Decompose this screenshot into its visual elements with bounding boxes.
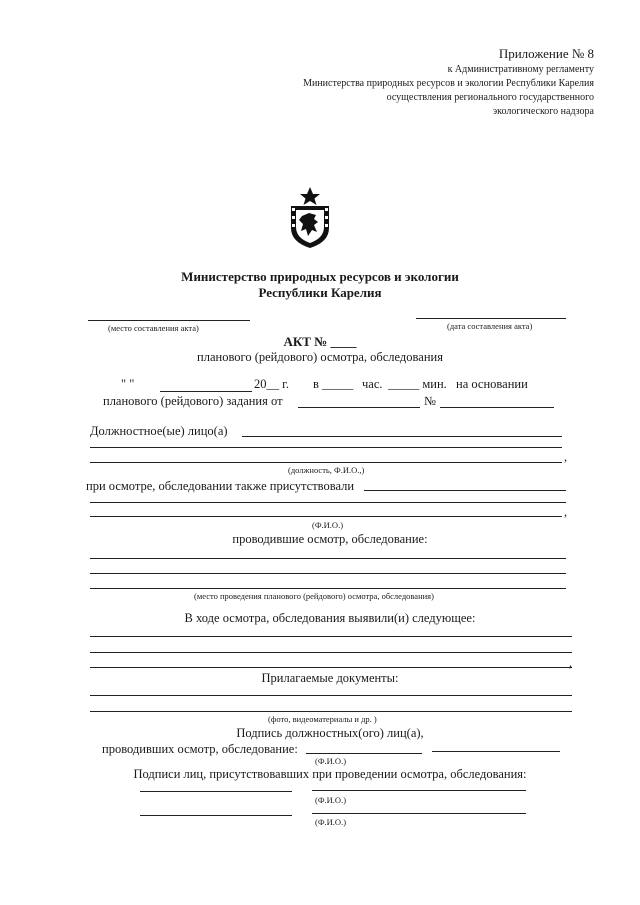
date-min: _____ мин. bbox=[388, 377, 447, 391]
findings-label: В ходе осмотра, обследования выявили(и) следующее: bbox=[184, 611, 476, 625]
findings-comma: , bbox=[569, 656, 573, 670]
documents-label: Прилагаемые документы: bbox=[261, 671, 399, 685]
date-month-line bbox=[160, 391, 252, 392]
header-line-2: Министерства природных ресурсов и экологии Республики Карелия bbox=[303, 78, 594, 89]
officials-line-1 bbox=[242, 436, 562, 437]
header-line-4: экологического надзора bbox=[492, 106, 594, 117]
present-caption: (Ф.И.О.) bbox=[312, 520, 344, 530]
attendees-label: Подписи лиц, присутствовавших при проведении осмотра, обследования: bbox=[133, 767, 527, 781]
conducted-line-1 bbox=[90, 558, 566, 559]
attendees-sign-line-2 bbox=[140, 815, 292, 816]
conducted-line-2 bbox=[90, 573, 566, 574]
findings-line-2 bbox=[90, 652, 572, 653]
conducted-label: проводившие осмотр, обследование: bbox=[232, 532, 428, 546]
conducted-line-3 bbox=[90, 588, 566, 589]
task-number-line bbox=[440, 407, 554, 408]
header-line-3: осуществления регионального государственного bbox=[386, 92, 594, 103]
findings-line-3 bbox=[90, 667, 572, 668]
ministry-name-line-2: Республики Карелия bbox=[258, 285, 382, 300]
officials-caption: (должность, Ф.И.О.,) bbox=[288, 465, 365, 475]
place-line bbox=[88, 320, 250, 321]
officials-comma: , bbox=[564, 450, 568, 464]
attendees-sign-line-1 bbox=[140, 791, 292, 792]
attendees-caption-2: (Ф.И.О.) bbox=[315, 817, 347, 827]
officials-line-3 bbox=[90, 462, 562, 463]
place-caption: (место составления акта) bbox=[108, 323, 199, 333]
date-quote: " " bbox=[121, 377, 135, 391]
karelia-coat-of-arms-icon bbox=[287, 186, 333, 250]
conducted-caption: (место проведения планового (рейдового) осмотра, обследования) bbox=[194, 591, 434, 601]
present-line-3 bbox=[90, 516, 562, 517]
ministry-name-line-1: Министерство природных ресурсов и экологии bbox=[181, 269, 459, 284]
signature-line-a bbox=[306, 753, 422, 754]
header-line-1: к Административному регламенту bbox=[447, 64, 594, 75]
officials-line-2 bbox=[90, 447, 562, 448]
signature-line-b bbox=[432, 751, 560, 752]
present-line-1 bbox=[364, 490, 566, 491]
date-line bbox=[416, 318, 566, 319]
signature-line-1: Подпись должностных(ого) лиц(а), bbox=[236, 726, 424, 740]
task-number-label: № bbox=[424, 394, 436, 408]
appendix-title: Приложение № 8 bbox=[498, 46, 594, 61]
task-text: планового (рейдового) задания от bbox=[103, 394, 283, 408]
signature-caption: (Ф.И.О.) bbox=[315, 756, 347, 766]
date-basis: на основании bbox=[456, 377, 528, 391]
attendees-name-line-2 bbox=[312, 813, 526, 814]
signature-line-2: проводивших осмотр, обследование: bbox=[102, 742, 298, 756]
findings-line-1 bbox=[90, 636, 572, 637]
present-label: при осмотре, обследовании также присутствовали bbox=[86, 479, 355, 493]
date-year: 20__ г. bbox=[254, 377, 289, 391]
task-date-line bbox=[298, 407, 420, 408]
documents-line-2 bbox=[90, 711, 572, 712]
date-in: в _____ bbox=[313, 377, 354, 391]
present-line-2 bbox=[90, 502, 566, 503]
act-subtitle: планового (рейдового) осмотра, обследования bbox=[197, 350, 443, 364]
attendees-caption-1: (Ф.И.О.) bbox=[315, 795, 347, 805]
documents-line-1 bbox=[90, 695, 572, 696]
date-hour: час. bbox=[362, 377, 383, 391]
officials-label: Должностное(ые) лицо(а) bbox=[90, 424, 228, 438]
attendees-name-line-1 bbox=[312, 790, 526, 791]
documents-caption: (фото, видеоматериалы и др. ) bbox=[268, 714, 377, 724]
act-title: АКТ № ____ bbox=[283, 334, 357, 349]
date-caption: (дата составления акта) bbox=[447, 321, 533, 331]
present-comma: , bbox=[564, 505, 568, 519]
